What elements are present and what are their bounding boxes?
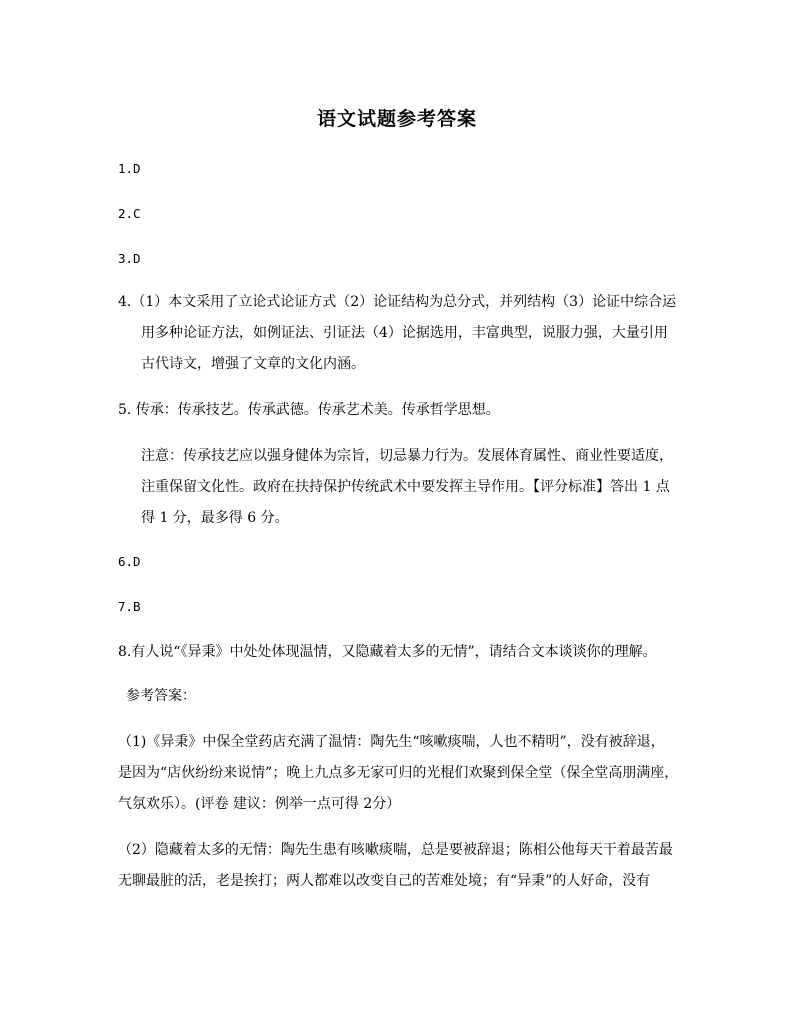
answer-4-line-3: 古代诗文，增强了文章的文化内涵。 bbox=[141, 356, 365, 372]
page-title: 语文试题参考答案 bbox=[316, 108, 477, 130]
answer-1: 1.D bbox=[118, 161, 141, 176]
answer-8-part-1-line-3: 气氛欢乐）。(评卷 建议：例举一点可得 2分） bbox=[118, 796, 401, 812]
answer-8-part-2-line-1: （2）隐藏着太多的无情：陶先生患有咳嗽痰喘，总是要被辞退；陈相公他每天干着最苦最 bbox=[118, 842, 673, 858]
answer-8-question: 8.有人说“《异秉》中处处体现温情，又隐藏着太多的无情”，请结合文本谈谈你的理解。 bbox=[118, 644, 657, 660]
answer-8-part-2-line-2: 无聊最脏的活，老是挨打；两人都难以改变自己的苦难处境；有“异秉”的人好命，没有 bbox=[118, 873, 651, 889]
reference-answer-label: 参考答案： bbox=[126, 688, 196, 704]
answer-3: 3.D bbox=[118, 251, 141, 266]
answer-5-note-line-3: 得 1 分，最多得 6 分。 bbox=[141, 510, 289, 526]
answer-8-part-1-line-2: 是因为“店伙纷纷来说情”；晚上九点多无家可归的光棍们欢聚到保全堂（保全堂高朋满座， bbox=[118, 765, 679, 781]
answer-4-line-1: 4.（1）本文采用了立论式论证方式（2）论证结构为总分式，并列结构（3）论证中综合运 bbox=[118, 294, 677, 310]
answer-7: 7.B bbox=[118, 599, 141, 614]
answer-5-note-line-1: 注意：传承技艺应以强身健体为宗旨，切忌暴力行为。发展体育属性、商业性要适度， bbox=[141, 448, 673, 464]
answer-5-note-line-2: 注重保留文化性。政府在扶持保护传统武术中要发挥主导作用。【评分标准】答出 1 点 bbox=[141, 479, 670, 495]
answer-5: 5. 传承：传承技艺。传承武德。传承艺术美。传承哲学思想。 bbox=[118, 402, 500, 418]
answer-8-part-1-line-1: （1)《异秉》中保全堂药店充满了温情：陶先生“咳嗽痰喘，人也不精明”，没有被辞退， bbox=[118, 734, 665, 750]
answer-2: 2.C bbox=[118, 206, 141, 221]
answer-4-line-2: 用多种论证方法，如例证法、引证法（4）论据选用，丰富典型，说服力强，大量引用 bbox=[141, 325, 668, 341]
answer-6: 6.D bbox=[118, 554, 141, 569]
